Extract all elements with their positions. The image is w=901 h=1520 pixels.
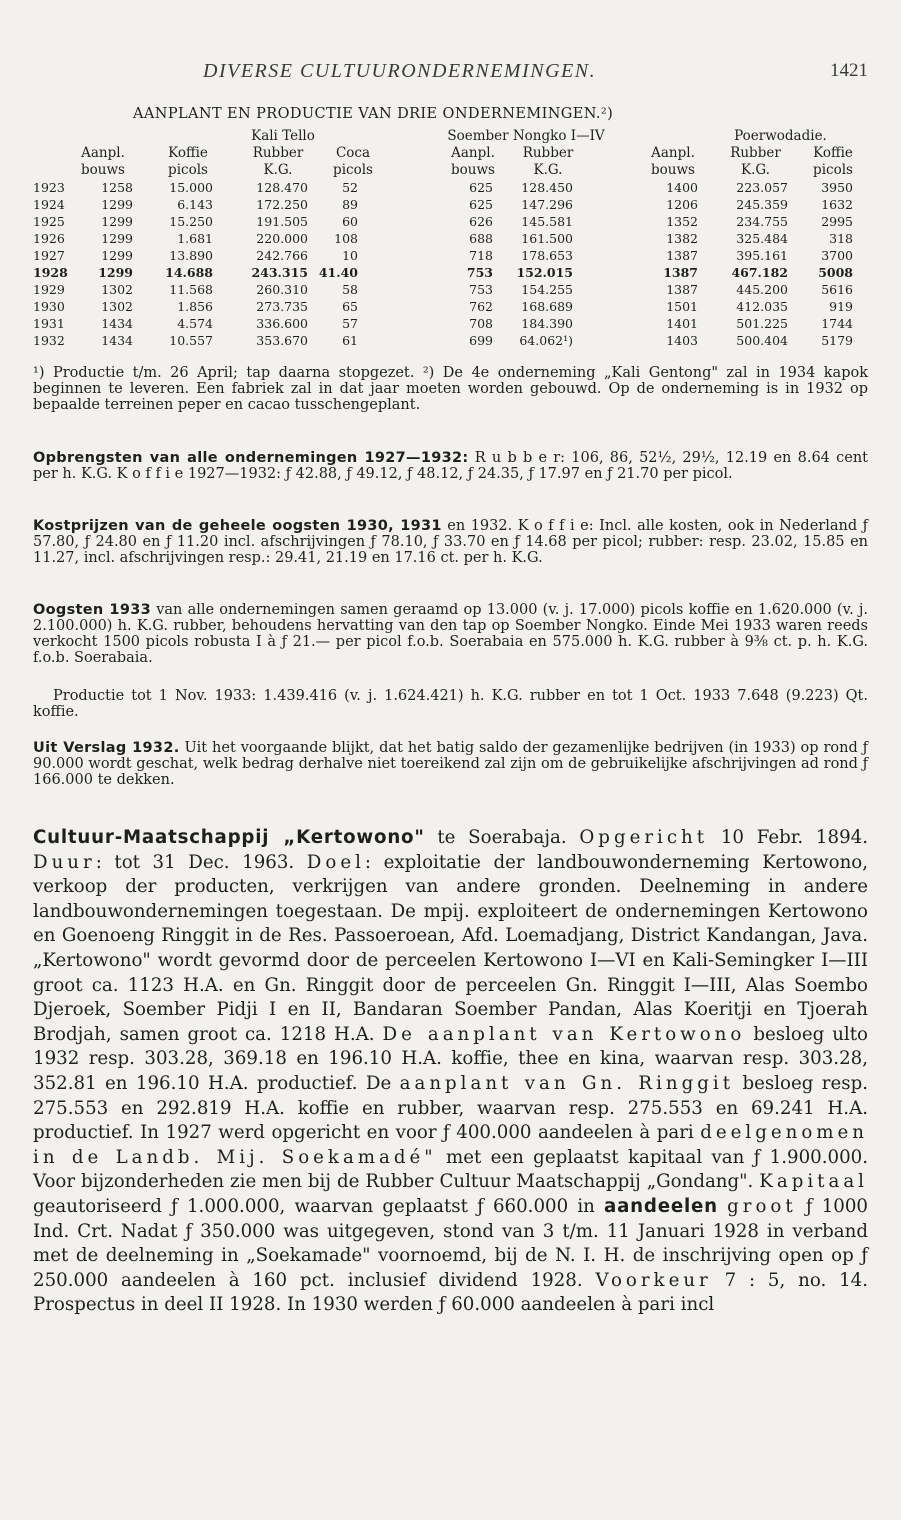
- table-row: [33, 230, 868, 247]
- table-cell: 52: [342, 180, 358, 195]
- column-header: K.G.: [533, 162, 563, 178]
- row-year: 1928: [33, 265, 68, 280]
- row-year: 1925: [33, 214, 65, 229]
- section-text: Uit het voorgaande blijkt, dat het batig saldo der gezamenlijke bedrijven (in 1933) op rond ƒ 90.000 wordt geschat, welk bedrag derhalve niet toereikend zal zijn om de gebruikelijke afschrijvingen ad rond ƒ 166.000 te dekken.: [33, 740, 869, 788]
- column-header: K.G.: [263, 162, 293, 178]
- table-cell: 234.755: [736, 214, 788, 229]
- table-cell: 273.735: [256, 299, 308, 314]
- table-cell: 4.574: [177, 316, 213, 331]
- table-cell: 145.581: [521, 214, 573, 229]
- table-cell: 168.689: [521, 299, 573, 314]
- company-text-run: Opgericht: [579, 827, 709, 848]
- table-row: [33, 315, 868, 332]
- table-cell: 11.568: [169, 282, 213, 297]
- table-cell: 395.161: [736, 248, 788, 263]
- table-cell: 61: [342, 333, 358, 348]
- table-cell: 5008: [818, 265, 853, 280]
- table-row: [33, 247, 868, 264]
- column-header: picols: [168, 162, 208, 178]
- table-cell: 1352: [666, 214, 698, 229]
- company-text-run: ƒ 1000 Ind. Crt. Nadat ƒ 350.000 was uitgegeven, stond van 3 t/m. 11 Januari 1928 in verband met de deelneming in „Soekamade" voornoemd, bij de N. I. H. de inschrijving open op ƒ 250.000 aandeelen à 160 pct. inclusief dividend 1928.: [33, 1195, 868, 1291]
- company-text-run: [718, 1196, 727, 1217]
- table-row: [33, 213, 868, 230]
- table-cell: 1501: [666, 299, 698, 314]
- column-header: K.G.: [741, 162, 770, 178]
- table-cell: 58: [342, 282, 358, 297]
- table-cell: 260.310: [256, 282, 308, 297]
- section-text: R u b b e r: 106, 86, 52½, 29½, 12.19 en 8.64 cent per h. K.G. K o f f i e 1927—1932: ƒ 42.88, ƒ 49.12, ƒ 48.12, ƒ 24.35, ƒ 17.97 en ƒ 21.70 per picol.: [33, 450, 868, 482]
- table-cell: 10: [342, 248, 358, 263]
- table-cell: 57: [342, 316, 358, 331]
- table-row: [33, 298, 868, 315]
- footnote: ¹) Productie t/m. 26 April; tap daarna stopgezet. ²) De 4e onderneming „Kali Gentong" zal in 1934 kapok beginnen te leveren. Een fabriek zal in dat jaar moeten worden gebouwd. Op de onderneming is in 1932 op bepaalde terreinen peper en cacao tusschengeplant.: [33, 365, 868, 413]
- table-cell: 762: [469, 299, 493, 314]
- table-cell: 184.390: [521, 316, 573, 331]
- table-cell: 1302: [101, 299, 133, 314]
- table-cell: 65: [342, 299, 358, 314]
- column-header: Koffie: [168, 145, 208, 161]
- table-cell: 6.143: [177, 197, 213, 212]
- table-cell: 467.182: [731, 265, 788, 280]
- table-cell: 1258: [101, 180, 133, 195]
- table-cell: 3700: [821, 248, 853, 263]
- company-text-run: te Soerabaja.: [424, 827, 580, 848]
- table-cell: 718: [469, 248, 493, 263]
- table-cell: 60: [342, 214, 358, 229]
- table-title: AANPLANT EN PRODUCTIE VAN DRIE ONDERNEMINGEN.²): [133, 106, 614, 122]
- table-cell: 1387: [666, 282, 698, 297]
- group-label: Poerwodadie.: [734, 128, 827, 144]
- table-cell: 1299: [101, 214, 133, 229]
- table-row: [33, 179, 868, 196]
- section-text: Productie tot 1 Nov. 1933: 1.439.416 (v. j. 1.624.421) h. K.G. rubber en tot 1 Oct. 1933 7.648 (9.223) Qt. koffie.: [33, 688, 868, 720]
- table-cell: 223.057: [736, 180, 788, 195]
- table-row: [33, 332, 868, 349]
- company-text-run: geautoriseerd ƒ 1.000.000, waarvan geplaatst ƒ 660.000 in: [33, 1195, 605, 1217]
- table-cell: 10.557: [169, 333, 213, 348]
- column-header: picols: [333, 162, 373, 178]
- table-cell: 128.470: [256, 180, 308, 195]
- company-text-run: Kapitaal: [759, 1171, 868, 1193]
- row-year: 1929: [33, 282, 65, 297]
- table-cell: 412.035: [736, 299, 788, 314]
- table-cell: 919: [829, 299, 853, 314]
- table-cell: 353.670: [256, 333, 308, 348]
- company-text-run: aandeelen: [604, 1195, 718, 1217]
- table-cell: 242.766: [256, 248, 308, 263]
- column-header: bouws: [651, 162, 695, 178]
- column-header: bouws: [81, 162, 125, 178]
- table-row: [33, 196, 868, 213]
- running-title: DIVERSE CULTUURONDERNEMINGEN.: [203, 60, 597, 82]
- table-cell: 1387: [663, 265, 698, 280]
- table-cell: 688: [469, 231, 493, 246]
- table-cell: 1434: [101, 333, 133, 348]
- table-cell: 89: [342, 197, 358, 212]
- table-cell: 1302: [101, 282, 133, 297]
- table-cell: 708: [469, 316, 493, 331]
- table-cell: 753: [466, 265, 493, 280]
- table-cell: 243.315: [251, 265, 308, 280]
- table-cell: 1299: [101, 197, 133, 212]
- company-text-run: besloeg resp. 275.553 en 292.819 H.A. koffie en rubber, waarvan resp. 275.553 en 69.241 H.A. productief. In 1927 werd opgericht en voor ƒ 400.000 aandeelen à pari: [33, 1072, 868, 1144]
- table-header-top: [33, 145, 868, 162]
- table-cell: 220.000: [256, 231, 308, 246]
- row-year: 1924: [33, 197, 65, 212]
- company-text-run: 10 Febr. 1894.: [708, 827, 868, 848]
- table-cell: 1299: [98, 265, 133, 280]
- company-text-run: 7 : 5, no. 14. Prospectus in deel II 1928. In 1930 werden ƒ 60.000 aandeelen à pari incl: [33, 1269, 868, 1316]
- row-year: 1932: [33, 333, 65, 348]
- section-heading: Opbrengsten van alle ondernemingen 1927—1932:: [33, 450, 469, 466]
- section-heading: Uit Verslag 1932.: [33, 740, 180, 756]
- table-cell: 1206: [666, 197, 698, 212]
- table-cell: 625: [469, 180, 493, 195]
- row-year: 1926: [33, 231, 65, 246]
- section-heading: Kostprijzen van de geheele oogsten 1930, 1931: [33, 518, 442, 534]
- table-cell: 172.250: [256, 197, 308, 212]
- table-cell: 1387: [666, 248, 698, 263]
- column-header: Coca: [335, 145, 371, 161]
- section-productie: [33, 688, 868, 720]
- table-cell: 191.505: [256, 214, 308, 229]
- table-cell: 245.359: [736, 197, 788, 212]
- table-row: [33, 281, 868, 298]
- table-row: [33, 264, 868, 281]
- row-year: 1930: [33, 299, 65, 314]
- table-cell: 1434: [101, 316, 133, 331]
- section-oogsten: [33, 602, 868, 666]
- table-cell: 318: [829, 231, 853, 246]
- company-text-run: Voorkeur: [595, 1269, 712, 1291]
- table-cell: 1401: [666, 316, 698, 331]
- table-cell: 41.40: [318, 265, 358, 280]
- company-text-run: aanplant van Gn. Ringgit: [399, 1072, 735, 1094]
- column-header: Aanpl.: [651, 145, 695, 161]
- company-text-run: Duur: [33, 851, 96, 873]
- row-year: 1931: [33, 316, 65, 331]
- section-text: van alle ondernemingen samen geraamd op 13.000 (v. j. 17.000) picols koffie en 1.620.000 (v. j. 2.100.000) h. K.G. rubber, behoudens hervatting van den tap op Soember Nongko. Einde Mei 1933 waren reeds verkocht 1500 picols robusta I à ƒ 21.— per picol f.o.b. Soerabaia en 575.000 h. K.G. rubber à 9⅜ ct. p. h. K.G. f.o.b. Soerabaia.: [33, 602, 868, 666]
- table-cell: 325.484: [736, 231, 788, 246]
- table-cell: 13.890: [169, 248, 213, 263]
- group-label: Kali Tello: [251, 128, 315, 144]
- company-text-run: : tot 31 Dec. 1963.: [95, 851, 307, 873]
- table-cell: 625: [469, 197, 493, 212]
- row-year: 1923: [33, 180, 65, 195]
- table-cell: 1.856: [177, 299, 213, 314]
- table-cell: 1400: [666, 180, 698, 195]
- company-text-run: deelgenomen in de Landb. Mij. Soekamadé": [33, 1122, 868, 1168]
- table-cell: 1744: [821, 316, 853, 331]
- table-cell: 147.296: [521, 197, 573, 212]
- column-header: Rubber: [252, 145, 304, 161]
- table-cell: 14.688: [165, 265, 213, 280]
- column-header: picols: [813, 162, 853, 178]
- column-header: Aanpl.: [81, 145, 125, 161]
- company-entry: [33, 826, 868, 1318]
- table-cell: 1.681: [177, 231, 213, 246]
- section-opbrengsten: [33, 450, 868, 482]
- table-cell: 15.250: [169, 214, 213, 229]
- column-header: Rubber: [522, 145, 574, 161]
- table-cell: 626: [469, 214, 493, 229]
- table-cell: 154.255: [521, 282, 573, 297]
- company-text-run: De aanplant van Kertowono: [382, 1023, 746, 1045]
- page-number: 1421: [830, 60, 868, 81]
- section-heading: Oogsten 1933: [33, 602, 151, 618]
- column-header: bouws: [451, 162, 495, 178]
- table-cell: 152.015: [516, 265, 573, 280]
- table-cell: 15.000: [169, 180, 213, 195]
- group-label: Soember Nongko I—IV: [447, 128, 605, 144]
- row-year: 1927: [33, 248, 65, 263]
- column-header: Aanpl.: [451, 145, 495, 161]
- company-text-run: groot: [727, 1195, 797, 1217]
- column-header: Rubber: [730, 145, 781, 161]
- company-name: Cultuur-Maatschappij „Kertowono": [33, 827, 425, 848]
- company-text-run: besloeg ulto 1932 resp. 303.28, 369.18 en 196.10 H.A. koffie, thee en kina, waarvan resp. 303.28, 352.81 en 196.10 H.A. productief. De: [33, 1023, 868, 1094]
- table-cell: 501.225: [736, 316, 788, 331]
- page-header: [33, 58, 868, 88]
- section-text: en 1932. K o f f i e: Incl. alle kosten, ook in Nederland ƒ 57.80, ƒ 24.80 en ƒ 11.20 incl. afschrijvingen ƒ 78.10, ƒ 33.70 en ƒ 14.68 per picol; rubber: resp. 23.02, 15.85 en 11.27, incl. afschrijvingen resp.: 29.41, 21.19 en 17.16 ct. per h. K.G.: [33, 518, 868, 566]
- table-cell: 5616: [821, 282, 853, 297]
- section-kostprijzen: [33, 518, 868, 566]
- company-body: [33, 827, 868, 1315]
- table-cell: 1299: [101, 231, 133, 246]
- table-cell: 1382: [666, 231, 698, 246]
- table-cell: 1403: [666, 333, 698, 348]
- table-cell: 108: [334, 231, 358, 246]
- table-cell: 178.653: [521, 248, 573, 263]
- table-header-bottom: [33, 162, 868, 179]
- table-cell: 753: [469, 282, 493, 297]
- section-verslag: [33, 740, 868, 788]
- table-cell: 445.200: [736, 282, 788, 297]
- table-cell: 500.404: [736, 333, 788, 348]
- table-cell: 3950: [821, 180, 853, 195]
- table-cell: 2995: [821, 214, 853, 229]
- table-cell: 128.450: [521, 180, 573, 195]
- column-header: Koffie: [813, 145, 853, 161]
- table-group-header: [33, 128, 868, 145]
- table-cell: 1632: [821, 197, 853, 212]
- table-cell: 336.600: [256, 316, 308, 331]
- company-text-run: : exploitatie der landbouwonderneming Kertowono, verkoop der producten, verkrijgen van andere gronden. Deelneming in andere landbouwondernemingen toegestaan. De mpij. exploiteert de ondernemingen Kertowono en Goenoeng Ringgit in de Res. Passoeroean, Afd. Loemadjang, District Kandangan, Java. „Kertowono" wordt gevormd door de perceelen Kertowono I—VI en Kali-Semingker I—III groot ca. 1123 H.A. en Gn. Ringgit door de perceelen Gn. Ringgit I—III, Alas Soembo Djeroek, Soember Pidji I en II, Bandaran Soember Pandan, Alas Koeritji en Tjoerah Brodjah, samen groot ca. 1218 H.A.: [33, 851, 869, 1045]
- company-text-run: Doel: [306, 851, 365, 873]
- table-cell: 5179: [821, 333, 853, 348]
- table-cell: 699: [469, 333, 493, 348]
- table-cell: 1299: [101, 248, 133, 263]
- table-cell: 64.062¹): [519, 333, 573, 348]
- table-cell: 161.500: [521, 231, 573, 246]
- company-text-run: met een geplaatst kapitaal van ƒ 1.900.000. Voor bijzonderheden zie men bij de Rubber Cultuur Maatschappij „Gondang".: [33, 1146, 868, 1193]
